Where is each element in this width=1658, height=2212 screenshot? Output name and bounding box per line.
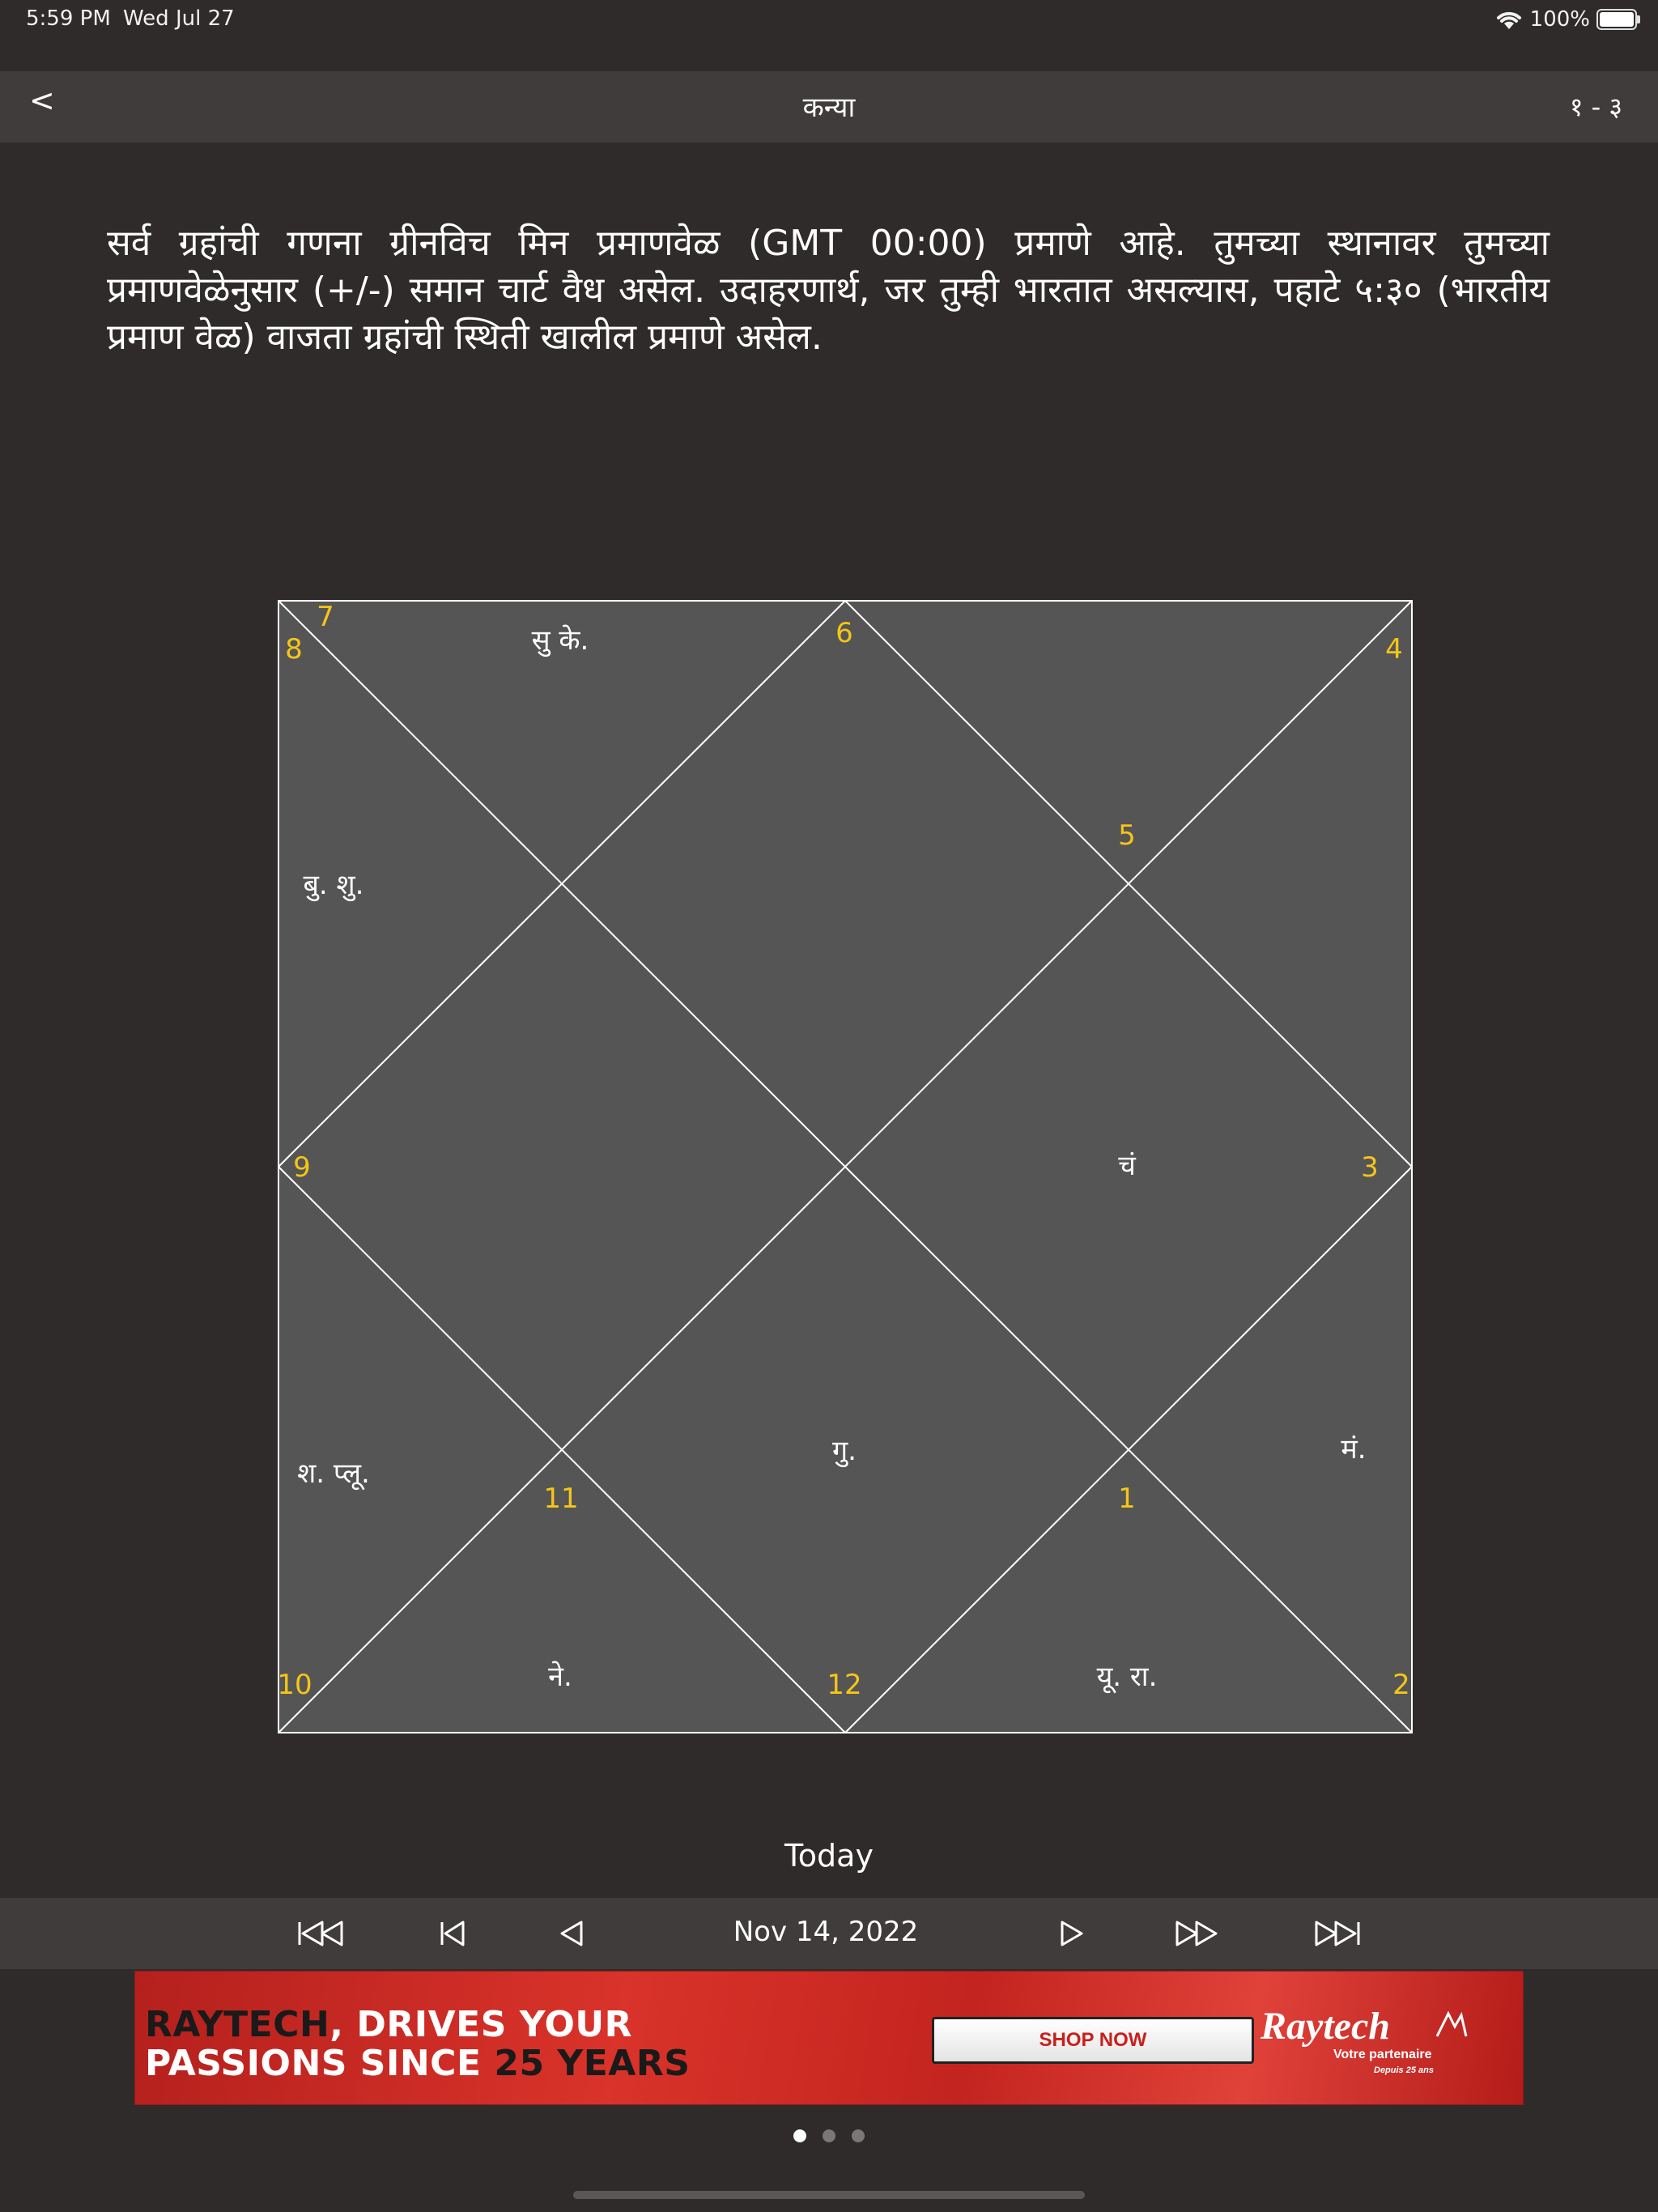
current-date[interactable]: Nov 14, 2022 — [733, 1916, 919, 1948]
planet-label-mars: मं. — [1341, 1433, 1367, 1465]
battery-percent: 100% — [1529, 7, 1590, 32]
back-button[interactable]: < — [29, 83, 55, 118]
date-navigation-bar — [0, 1898, 1658, 1969]
planet-label-moon: चं — [1118, 1150, 1136, 1182]
skip-back-button[interactable] — [418, 1909, 483, 1958]
skip-back-icon — [424, 1917, 476, 1950]
ad-tagline — [1333, 2048, 1434, 2077]
ad-tagline-sub: Depuis 25 ans — [1374, 2065, 1434, 2075]
planet-label-neptune: ने. — [548, 1661, 572, 1693]
page-control[interactable] — [0, 2129, 1658, 2142]
ad-headline-text: PASSIONS SINCE — [145, 2043, 495, 2084]
ad-tagline-text: Votre partenaire — [1333, 2048, 1432, 2061]
fast-forward-button[interactable] — [1166, 1909, 1231, 1958]
next-icon — [1046, 1917, 1098, 1950]
planet-label-jupiter: गु. — [832, 1435, 857, 1467]
fast-forward-icon — [1172, 1917, 1224, 1950]
shop-now-button[interactable]: SHOP NOW — [932, 2017, 1254, 2064]
skip-forward-far-icon — [1312, 1917, 1363, 1950]
status-time: 5:59 PM — [26, 6, 111, 31]
status-date: Wed Jul 27 — [123, 6, 235, 31]
planet-label-sun-ketu: सु के. — [531, 624, 589, 657]
sign-number-12: 12 — [827, 1669, 862, 1701]
previous-icon — [546, 1917, 597, 1950]
planet-label-saturn-pluto: श. प्लू. — [297, 1457, 370, 1490]
raytech-mark-icon — [1434, 2009, 1469, 2041]
sign-number-8: 8 — [285, 633, 303, 666]
page-dot[interactable] — [823, 2129, 835, 2142]
sign-number-2: 2 — [1392, 1669, 1410, 1701]
page-indicator: १ - ३ — [1569, 91, 1622, 122]
sign-number-3: 3 — [1361, 1151, 1379, 1184]
ad-brand-text: RAYTECH — [145, 2004, 330, 2045]
ad-banner[interactable] — [134, 1971, 1524, 2105]
planet-label-uranus-rahu: यू. रा. — [1096, 1661, 1158, 1693]
sign-number-6: 6 — [835, 617, 853, 649]
sign-number-5: 5 — [1118, 819, 1136, 852]
sign-number-10: 10 — [277, 1669, 312, 1701]
ad-headline-line1 — [145, 2004, 632, 2045]
intro-paragraph: सर्व ग्रहांची गणना ग्रीनविच मिन प्रमाणवेळ (GMT 00:00) प्रमाणे आहे. तुमच्या स्थानावर तुमच्या प्रमाणवेळेनुसार (+/-) समान चार्ट वैध असेल. उदाहरणार्थ, जर तुम्ही भारतात असल्यास, पहाटे ५:३० (भारतीय प्रमाण वेळ) वाजता ग्रहांची स्थिती खालील प्रमाणे असेल. — [107, 223, 1550, 358]
sign-number-1: 1 — [1118, 1482, 1136, 1515]
home-indicator[interactable] — [573, 2191, 1085, 2199]
sign-number-11: 11 — [543, 1482, 579, 1515]
page-dot[interactable] — [852, 2129, 865, 2142]
jump-back-far-button[interactable] — [288, 1909, 353, 1958]
today-button[interactable]: Today — [784, 1838, 874, 1874]
ad-headline-text: , DRIVES YOUR — [329, 2004, 633, 2045]
ad-headline-line2 — [145, 2043, 690, 2084]
planet-label-mercury-venus: बु. शु. — [303, 869, 364, 901]
next-button[interactable] — [1039, 1909, 1104, 1958]
previous-button[interactable] — [539, 1909, 604, 1958]
sign-number-4: 4 — [1385, 633, 1403, 666]
raytech-logo: Raytech — [1261, 2005, 1390, 2048]
jump-forward-far-button[interactable] — [1305, 1909, 1370, 1958]
sign-number-7: 7 — [317, 601, 334, 633]
page-dot[interactable] — [793, 2129, 806, 2142]
jump-back-far-icon — [295, 1917, 346, 1950]
ad-years-text: 25 YEARS — [494, 2043, 691, 2084]
page-title: कन्या — [802, 91, 856, 124]
sign-number-9: 9 — [293, 1151, 311, 1184]
